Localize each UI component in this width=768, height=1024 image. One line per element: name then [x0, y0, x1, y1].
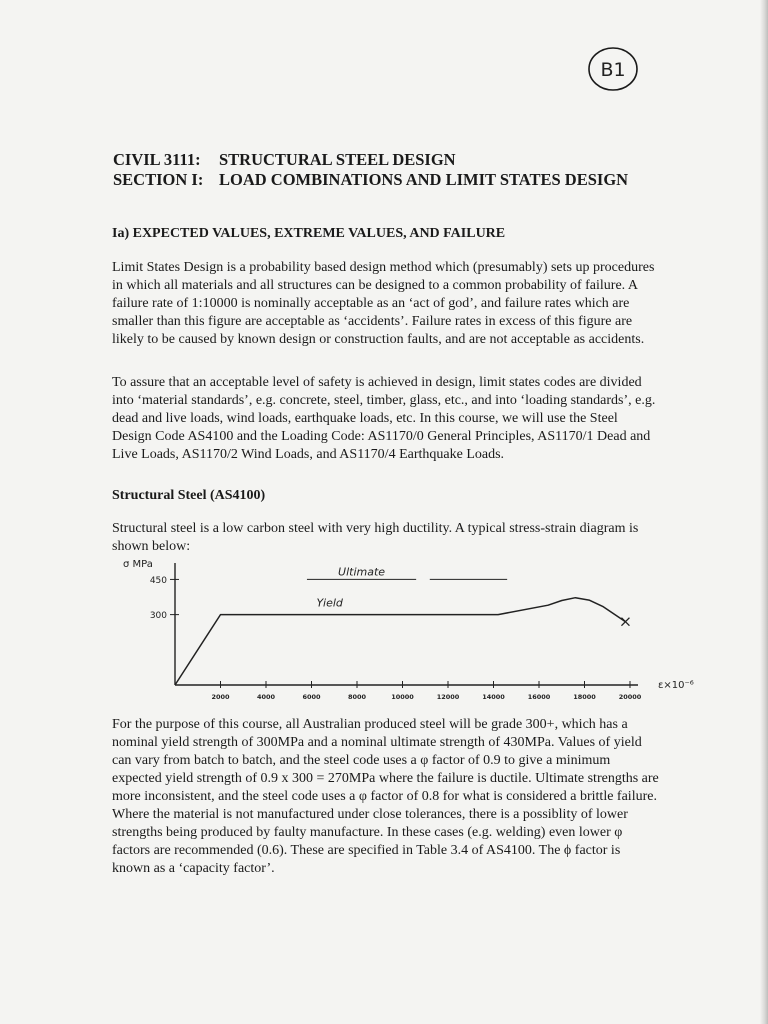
x-tick-label-8: 18000 [573, 693, 596, 701]
stamp-label: B1 [600, 59, 626, 81]
stress-strain-chart [110, 555, 694, 705]
x-tick-label-2: 6000 [302, 693, 321, 701]
paragraph-codes: To assure that an acceptable level of safety is achieved in design, limit states codes are divided into ‘material standards’, e.g. concrete, steel, timber, glass, etc., and into ‘loading standards’, e.g. dead and live loads, wind loads, earthquake loads, etc. In this course, we will use the Steel Design Code AS4100 and the Loading Code: AS1170/0 General Principles, AS1170/1 Dead and Live Loads, AS1170/2 Wind Loads, and AS1170/4 Earthquake Loads. [112, 375, 656, 462]
y-axis-label: σ MPa [123, 559, 153, 570]
x-tick-label-0: 2000 [211, 693, 230, 701]
paragraph-limit-states: Limit States Design is a probability based design method which (presumably) sets up procedures in which all materials and all structures can be designed to a common probability of failure. A failure rate of 1:10000 is nominally acceptable as an ‘act of god’, and failure rates which are smaller than this figure are acceptable as ‘accidents’. Failure rates in excess of this figure are likely to be caused by known design or construction faults, and are not acceptable as accidents. [112, 260, 655, 347]
x-tick-label-1: 4000 [256, 693, 276, 701]
section-title-text: LOAD COMBINATIONS AND LIMIT STATES DESIGN [219, 170, 629, 189]
course-title: STRUCTURAL STEEL DESIGN [219, 150, 456, 169]
page-stamp [586, 44, 640, 94]
page-edge [760, 0, 768, 1024]
subsection-heading-ia: Ia) EXPECTED VALUES, EXTREME VALUES, AND FAILURE [112, 226, 506, 241]
yield-annotation: Yield [316, 596, 343, 610]
x-tick-label-5: 12000 [436, 693, 460, 701]
course-code: CIVIL 3111: [113, 150, 201, 169]
paragraph-stress-strain-intro: Structural steel is a low carbon steel with very high ductility. A typical stress-strain diagram is shown below: [112, 521, 639, 554]
x-tick-label-7: 16000 [527, 693, 551, 701]
stress-strain-svg [110, 555, 694, 705]
stress-strain-curve-0 [175, 598, 626, 685]
x-tick-label-4: 10000 [391, 693, 414, 701]
x-tick-label-9: 20000 [618, 693, 642, 701]
y-tick-label-1: 300 [149, 611, 167, 622]
x-tick-label-6: 14000 [482, 693, 505, 701]
section-number: SECTION I: [113, 170, 204, 189]
document-heading [113, 150, 673, 190]
ultimate-annotation: Ultimate [338, 565, 386, 579]
x-tick-label-3: 8000 [347, 693, 367, 701]
y-tick-label-0: 450 [149, 575, 167, 586]
section-title-row [113, 170, 673, 190]
subsection-heading-structural-steel: Structural Steel (AS4100) [112, 488, 266, 503]
x-axis-label: ε×10⁻⁶ [658, 680, 694, 691]
course-title-row [113, 150, 673, 170]
paragraph-grade-300: For the purpose of this course, all Australian produced steel will be grade 300+, which has a nominal yield strength of 300MPa and a nominal ultimate strength of 430MPa. Values of yield can vary from batch to batch, and the steel code uses a φ factor of 0.9 to give a minimum expected yield strength of 0.9 x 300 = 270MPa where the failure is ductile. Ultimate strengths are more inconsistent, and the steel code uses a φ factor of 0.8 for what is considered a brittle failure. Where the material is not manufactured under close tolerances, there is a possiblity of lower strengths being produced by faulty manufacture. In these cases (e.g. welding) even lower φ factors are recommended (0.6). These are specified in Table 3.4 of AS4100. The ϕ factor is known as a ‘capacity factor’. [112, 717, 659, 876]
failure-point-marker [621, 618, 629, 626]
